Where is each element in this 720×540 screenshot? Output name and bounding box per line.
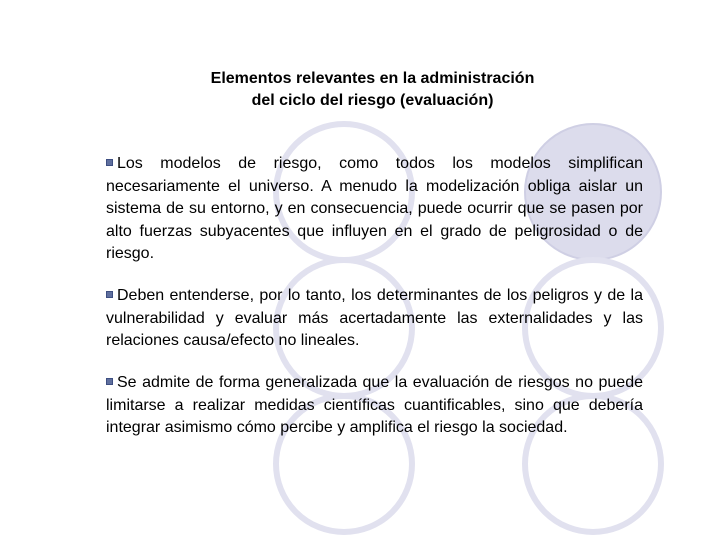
square-bullet-icon (106, 159, 113, 166)
paragraph-1-text: Los modelos de riesgo, como todos los modelos simplifican necesariamente el universo. A menudo la modelización obliga aislar un sistema de su entorno, y en consecuencia, puede ocurrir que se pasen por alto fuerzas subyacentes que influyen en el grado de peligrosidad o de riesgo. (106, 155, 643, 263)
title-line-1: Elementos relevantes en la administración (210, 70, 535, 87)
paragraph-2-text: Deben entenderse, por lo tanto, los determinantes de los peligros y de la vulnerabilidad y evaluar más acertadamente las externalidades y las relaciones causa/efecto no lineales. (106, 287, 643, 350)
paragraph-3 (106, 372, 643, 440)
square-bullet-icon (106, 378, 113, 385)
title-line-2: del ciclo del riesgo (evaluación) (251, 92, 494, 109)
slide-title (150, 68, 595, 112)
paragraph-1 (106, 153, 643, 266)
square-bullet-icon (106, 291, 113, 298)
paragraph-2 (106, 285, 643, 353)
paragraph-3-text: Se admite de forma generalizada que la evaluación de riesgos no puede limitarse a realizar medidas científicas cuantificables, sino que debería integrar asimismo cómo percibe y amplifica el riesgo la sociedad. (106, 374, 643, 437)
